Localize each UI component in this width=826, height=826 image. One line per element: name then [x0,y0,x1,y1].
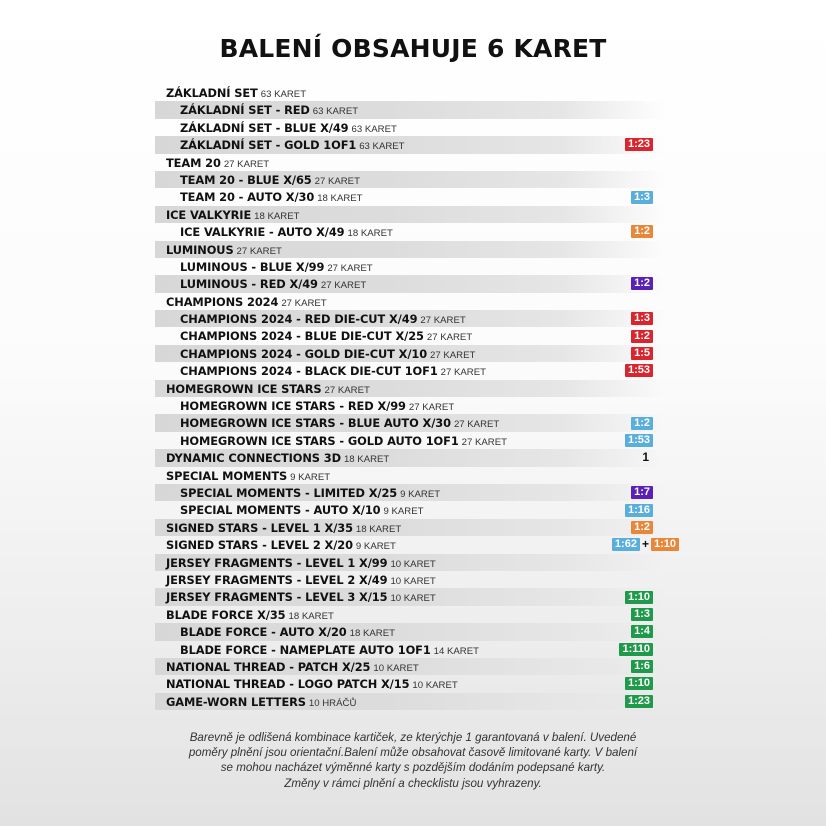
set-name: LUMINOUS [166,242,234,257]
row-label [155,171,360,188]
row-label [155,275,366,292]
odds-badges [631,275,653,292]
card-count: 10 KARET [390,575,436,587]
set-row [155,588,665,605]
set-name: HOMEGROWN ICE STARS [166,381,322,396]
card-count: 27 KARET [324,384,370,396]
row-label [155,467,330,484]
card-count: 18 KARET [347,228,393,240]
row-label [155,623,395,640]
card-count: 18 KARET [317,193,363,205]
set-name: CHAMPIONS 2024 - RED DIE-CUT X/49 [180,312,418,327]
odds-badges [631,623,653,640]
parallel-row [155,397,665,414]
set-name: JERSEY FRAGMENTS - LEVEL 3 X/15 [166,590,388,605]
row-label [155,693,356,710]
odds-badge-red: 1:2 [631,330,653,343]
odds-badge-orange: 1:10 [651,538,679,551]
set-name: ICE VALKYRIE [166,207,252,222]
card-count: 27 KARET [430,349,476,361]
odds-badges [631,223,653,240]
set-row [155,467,665,484]
card-count: 63 KARET [351,123,397,135]
odds-badges [631,310,653,327]
row-label [155,380,370,397]
card-count: 18 KARET [254,210,300,222]
set-name: JERSEY FRAGMENTS - LEVEL 1 X/99 [166,555,388,570]
odds-badge-purple: 1:7 [631,486,653,499]
row-label [155,206,299,223]
odds-badges [625,675,653,692]
set-name: SIGNED STARS - LEVEL 2 X/20 [166,538,353,553]
set-name: TEAM 20 - AUTO X/30 [180,190,315,205]
set-name: CHAMPIONS 2024 - BLUE DIE-CUT X/25 [180,329,424,344]
parallel-row [155,327,665,344]
set-name: CHAMPIONS 2024 - GOLD DIE-CUT X/10 [180,346,428,361]
row-label [155,588,436,605]
row-label [155,554,436,571]
set-name: LUMINOUS - BLUE X/99 [180,259,325,274]
row-label [155,84,306,101]
footer-line: Změny v rámci plnění a checklistu jsou vyhrazeny. [284,776,542,790]
row-label [155,414,499,431]
odds-badge-purple: 1:2 [631,277,653,290]
set-name: TEAM 20 [166,155,221,170]
odds-badges [642,449,653,466]
row-label [155,119,397,136]
odds-badge-blue: 1:3 [631,191,653,204]
row-label [155,432,507,449]
parallel-row [155,641,665,658]
card-count: 10 KARET [412,680,458,692]
card-count: 27 KARET [420,315,466,327]
odds-badge-orange: 1:2 [631,521,653,534]
odds-badges [631,519,653,536]
set-row [155,206,665,223]
row-label [155,136,405,153]
row-label [155,519,401,536]
parallel-row [155,101,665,118]
set-row [155,536,676,553]
set-name: NATIONAL THREAD - LOGO PATCH X/15 [166,677,410,692]
card-count: 10 KARET [373,662,419,674]
row-label [155,484,440,501]
odds-badge-red: 1:53 [625,364,653,377]
set-row [155,293,665,310]
parallel-row [155,119,665,136]
set-name: HOMEGROWN ICE STARS - BLUE AUTO X/30 [180,416,451,431]
parallel-row [155,623,665,640]
odds-badge-orange: 1:2 [631,225,653,238]
set-name: SPECIAL MOMENTS - LIMITED X/25 [180,485,398,500]
card-count: 27 KARET [320,280,367,292]
parallel-row [155,275,665,292]
parallel-row [155,171,665,188]
card-count: 27 KARET [236,245,282,257]
card-odds-list [155,84,676,710]
set-row [155,675,665,692]
set-name: CHAMPIONS 2024 [166,294,279,309]
row-label [155,641,479,658]
row-label [155,362,486,379]
row-label [155,501,424,518]
odds-value: 1 [642,450,649,465]
card-count: 63 KARET [260,89,307,100]
card-count: 63 KARET [359,141,405,153]
odds-badges [631,327,653,344]
set-row [155,554,665,571]
odds-badges [625,136,653,153]
set-name: CHAMPIONS 2024 - BLACK DIE-CUT 1OF1 [180,364,438,379]
parallel-row [155,414,665,431]
card-count: 9 KARET [383,506,424,518]
odds-badge-green: 1:10 [625,591,653,604]
set-name: TEAM 20 - BLUE X/65 [180,172,312,187]
row-label [155,154,269,171]
odds-badge-green: 1:10 [625,677,653,690]
card-count: 9 KARET [400,488,441,500]
odds-badge-green: 1:3 [631,608,653,621]
set-name: HOMEGROWN ICE STARS - RED X/99 [180,399,406,414]
odds-badges [625,588,653,605]
card-count: 27 KARET [453,419,500,431]
row-label [155,345,475,362]
odds-badges [625,693,653,710]
odds-badges [612,536,679,553]
card-count: 9 KARET [290,471,331,483]
odds-badge-red: 1:5 [631,347,653,360]
odds-badges [631,345,653,362]
parallel-row [155,223,665,240]
odds-badges [631,484,653,501]
card-count: 18 KARET [288,610,334,622]
row-label [155,293,327,310]
footer-line: poměry plnění jsou orientační.Balení může obsahovat časově limitované karty. V balení [188,746,638,760]
card-count: 14 KARET [433,645,479,657]
odds-badge-green: 1:110 [619,643,653,656]
set-row [155,658,665,675]
row-label [155,658,419,675]
set-row [155,380,665,397]
parallel-row [155,136,665,153]
parallel-row [155,501,665,518]
set-name: LUMINOUS - RED X/49 [180,277,318,292]
set-name: BLADE FORCE - NAMEPLATE AUTO 1OF1 [180,642,431,657]
set-name: SPECIAL MOMENTS - AUTO X/10 [180,503,381,518]
row-label [155,188,363,205]
set-row [155,84,665,101]
odds-badge-green: 1:23 [625,695,653,708]
odds-badge-blue: 1:2 [631,417,653,430]
set-name: ICE VALKYRIE - AUTO X/49 [180,225,345,240]
row-label [155,310,466,327]
card-count: 27 KARET [426,332,473,344]
set-row [155,449,665,466]
set-name: ZÁKLADNÍ SET - GOLD 1OF1 [180,138,357,153]
set-row [155,241,665,258]
card-count: 27 KARET [314,175,360,187]
set-name: ZÁKLADNÍ SET - BLUE X/49 [180,120,349,135]
odds-badge-red: 1:3 [631,312,653,325]
set-name: BLADE FORCE X/35 [166,607,286,622]
footer-line: se mohou nacházet výměnné karty s pozdějším dodáním podepsané karty. [220,761,606,775]
card-count: 10 KARET [390,593,436,605]
set-row [155,606,665,623]
plus-joiner: + [641,537,649,552]
odds-badge-green: 1:6 [631,660,653,673]
card-count: 27 KARET [461,436,507,448]
card-count: 18 KARET [355,523,402,535]
odds-badges [625,432,653,449]
card-count: 27 KARET [408,402,455,414]
odds-badge-blue: 1:62 [612,538,640,551]
row-label [155,258,373,275]
odds-badges [619,641,653,658]
row-label [155,606,334,623]
odds-badge-blue: 1:16 [625,504,653,517]
parallel-row [155,432,665,449]
odds-badge-blue: 1:53 [625,434,653,447]
card-count: 9 KARET [355,541,396,553]
parallel-row [155,362,665,379]
row-label [155,675,458,692]
set-row [155,154,665,171]
card-count: 27 KARET [223,158,270,170]
card-count: 63 KARET [312,106,359,118]
set-name: HOMEGROWN ICE STARS - GOLD AUTO 1OF1 [180,433,459,448]
odds-badges [625,501,653,518]
set-name: SIGNED STARS - LEVEL 1 X/35 [166,520,353,535]
set-name: NATIONAL THREAD - PATCH X/25 [166,659,371,674]
odds-badges [625,362,653,379]
row-label [155,397,454,414]
set-name: ZÁKLADNÍ SET - RED [180,103,310,118]
row-label [155,536,396,553]
odds-badge-red: 1:23 [625,138,653,151]
card-count: 27 KARET [327,262,373,274]
row-label [155,223,393,240]
set-name: DYNAMIC CONNECTIONS 3D [166,451,341,466]
odds-badges [631,658,653,675]
row-label [155,571,436,588]
odds-badges [631,606,653,623]
card-count: 27 KARET [281,297,327,309]
set-name: BLADE FORCE - AUTO X/20 [180,625,347,640]
set-name: GAME-WORN LETTERS [166,694,306,709]
set-name: SPECIAL MOMENTS [166,468,288,483]
odds-badges [631,188,653,205]
parallel-row [155,345,665,362]
odds-badge-green: 1:4 [631,625,653,638]
odds-badges [631,414,653,431]
parallel-row [155,258,665,275]
set-name: ZÁKLADNÍ SET [166,86,258,100]
row-label [155,101,358,118]
set-row [155,519,665,536]
footer-note [150,730,676,791]
card-count: 10 KARET [390,558,436,570]
card-count: 18 KARET [343,454,390,466]
set-row [155,571,665,588]
parallel-row [155,188,665,205]
parallel-row [155,484,665,501]
footer-line: Barevně je odlišená kombinace kartiček, ze kterýchje 1 garantovaná v balení. Uvedené [189,731,637,744]
row-label [155,327,472,344]
row-label [155,449,389,466]
card-count: 27 KARET [440,367,486,379]
parallel-row [155,310,665,327]
page-title: BALENÍ OBSAHUJE 6 KARET [219,34,607,63]
set-name: JERSEY FRAGMENTS - LEVEL 2 X/49 [166,572,388,587]
set-row [155,693,665,710]
card-count: 10 HRÁČŮ [308,697,357,709]
card-count: 18 KARET [349,628,395,640]
row-label [155,241,282,258]
